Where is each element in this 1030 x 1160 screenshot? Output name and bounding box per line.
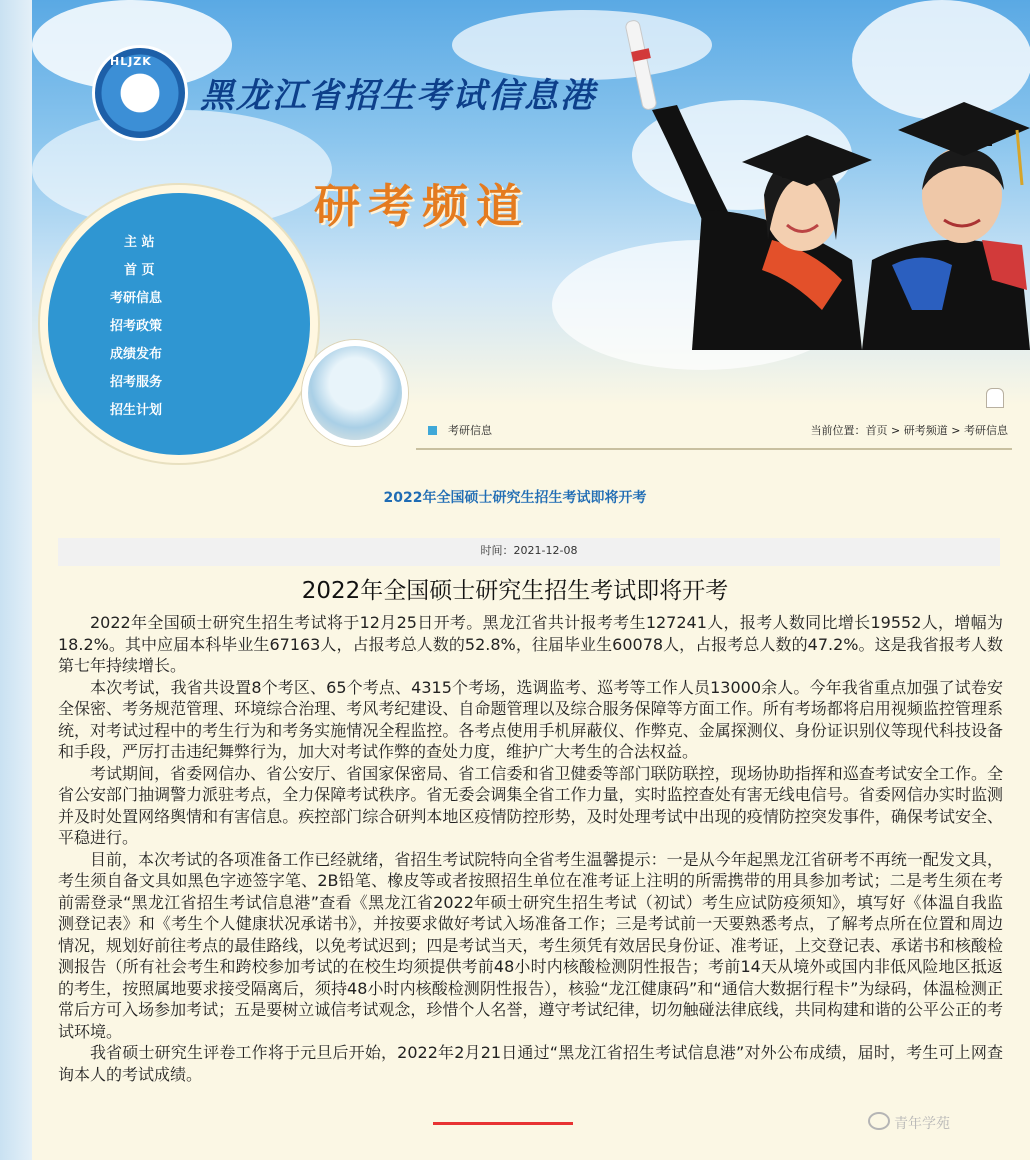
article-date: 时间：2021-12-08 [58,538,1000,566]
nav-item-main-site[interactable]: 主 站 [124,235,155,250]
nav-item-plan[interactable]: 招生计划 [110,403,163,418]
article-body [58,612,1003,1085]
section-name: 考研信息 [448,424,492,437]
breadcrumb-label: 当前位置： [810,424,866,437]
article-paragraph: 我省硕士研究生评卷工作将于元旦后开始，2022年2月21日通过“黑龙江省招生考试信息港”对外公布成绩，届时，考生可上网查询本人的考试成绩。 [58,1043,1003,1084]
nav-item-policy[interactable]: 招考政策 [110,319,163,334]
nav-item-home[interactable]: 首 页 [124,263,155,278]
article-paragraph: 考试期间，省委网信办、省公安厅、省国家保密局、省工信委和省卫健委等部门联防联控，现场协助指挥和巡查考试安全工作。全省公安部门抽调警力派驻考点，全力保障考试秩序。省无委会调集全省工作力量，实时监控查处有害无线电信号。省委网信办实时监测并及时处置网络舆情和有害信息。疾控部门综合研判本地区疫情防控形势，及时处理考试中出现的疫情防控突发事件，确保考试安全、平稳进行。 [58,763,1003,847]
square-bullet-icon [428,426,437,435]
nav-item-exam-info[interactable]: 考研信息 [110,291,163,306]
date-highlight-underline [433,1122,573,1125]
breadcrumb-sep: > [887,424,904,437]
article-list-title: 2022年全国硕士研究生招生考试即将开考 [383,490,647,506]
nav-item-scores[interactable]: 成绩发布 [110,347,163,362]
watermark-text: 青年学苑 [894,1116,950,1132]
breadcrumb-home[interactable]: 首页 [865,424,888,437]
article-paragraph: 目前，本次考试的各项准备工作已经就绪，省招生考试院特向全省考生温馨提示：一是从今年起黑龙江省研考不再统一配发文具，考生须自备文具如黑色字迹签字笔、2B铅笔、橡皮等或者按照招生单位在准考证上注明的所需携带的用具参加考试；二是考生须在考前需登录“黑龙江省招生考试信息港”查看《黑龙江省2022年硕士研究生招生考试（初试）考生应试防疫须知》，填写好《体温自我监测登记表》和《考生个人健康状况承诺书》，并按要求做好考试入场准备工作；三是考试前一天要熟悉考点，了解考点所在位置和周边情况，规划好前往考点的最佳路线，以免考试迟到；四是考试当天，考生须凭有效居民身份证、准考证，上交登记表、承诺书和核酸检测报告（所有社会考生和跨校参加考试的在校生均须提供考前48小时内核酸检测阴性报告；考前14天从境外或国内非低风险地区抵返的考生，按照属地要求接受隔离后，须持48小时内核酸检测阴性报告），核验“龙江健康码”和“通信大数据行程卡”为绿码，体温检测正常后方可入场参加考试；五是要树立诚信考试观念，珍惜个人名誉，遵守考试纪律，切勿触碰法律底线，共同构建和谐的公平公正的考试环境。 [58,849,1003,1041]
home-icon [986,388,1004,408]
nav-menu [110,233,250,429]
article-title: 2022年全国硕士研究生招生考试即将开考 [301,578,729,604]
section-label [428,422,492,438]
channel-title: 研考频道 [314,179,530,233]
breadcrumb-sep: > [947,424,964,437]
wechat-icon [868,1112,890,1130]
nav-item-services[interactable]: 招考服务 [110,375,163,390]
book-decor-image [302,340,408,446]
breadcrumb-bar [416,408,1012,450]
site-name: 黑龙江省招生考试信息港 [200,76,596,116]
article-paragraph: 2022年全国硕士研究生招生考试将于12月25日开考。黑龙江省共计报考考生127241人，报考人数同比增长19552人，增幅为18.2%。其中应届本科毕业生67163人，占报考总人数的52.8%，往届毕业生60078人，占报考总人数的47.2%。这是我省报考人数第七年持续增长。 [58,613,1003,675]
breadcrumb [811,422,1008,438]
breadcrumb-channel[interactable]: 研考频道 [903,424,948,437]
breadcrumb-current[interactable]: 考研信息 [964,424,1008,437]
graduates-image [622,10,1030,350]
article-paragraph: 本次考试，我省共设置8个考区、65个考点、4315个考场，选调监考、巡考等工作人员13000余人。今年我省重点加强了试卷安全保密、考务规范管理、环境综合治理、考风考纪建设、自命题管理以及综合服务保障等方面工作。所有考场都将启用视频监控管理系统，对考试过程中的考生行为和考务实施情况全程监控。各考点使用手机屏蔽仪、作弊克、金属探测仪、身份证识别仪等现代科技设备和手段，严厉打击违纪舞弊行为，加大对考试作弊的查处力度，维护广大考生的合法权益。 [58,677,1003,761]
logo-tag: HLJZK [110,55,152,68]
watermark [868,1112,950,1133]
